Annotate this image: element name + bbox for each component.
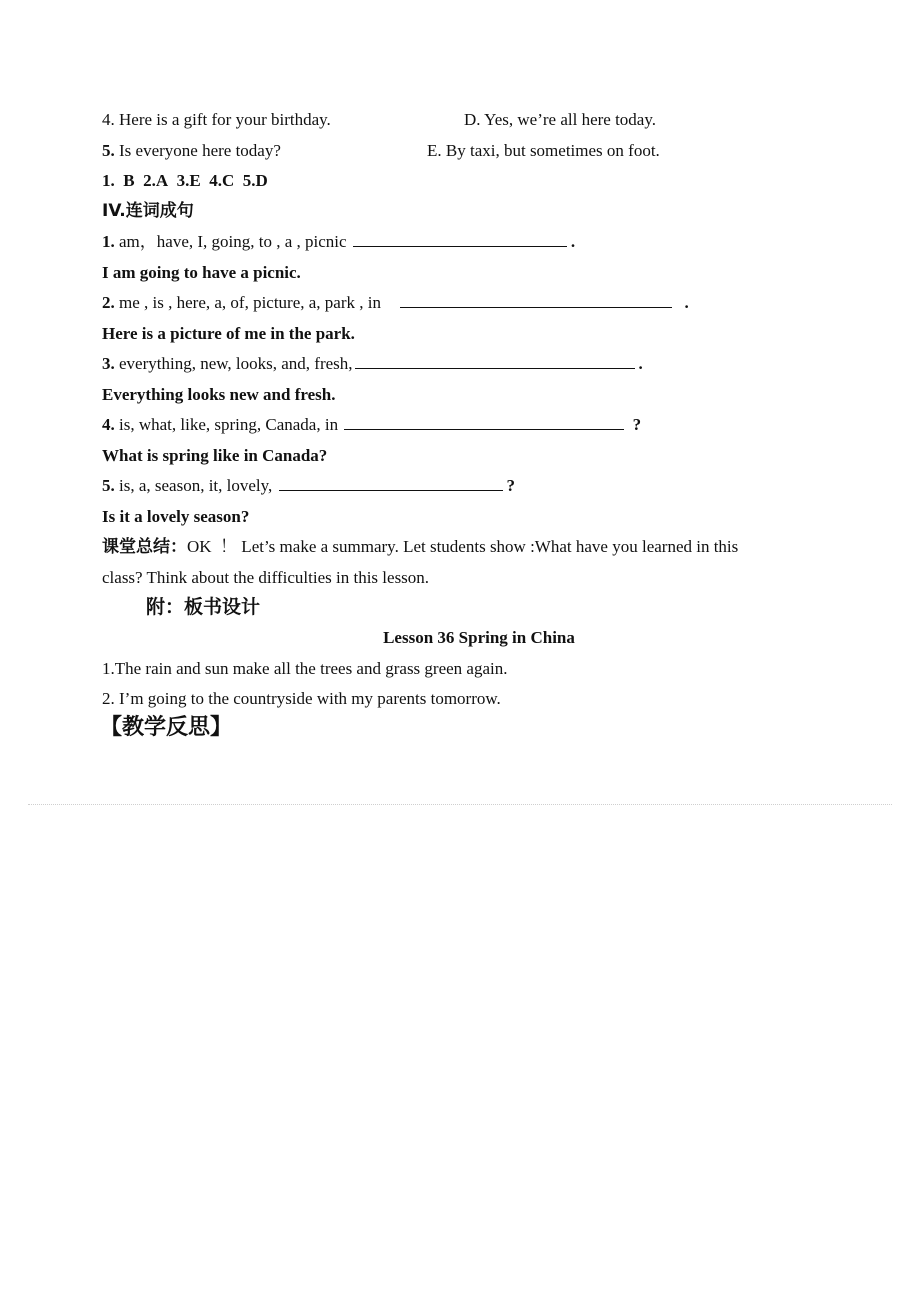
answer-blank-line bbox=[355, 353, 635, 369]
class-summary-line-1 bbox=[102, 536, 738, 558]
exercise-answer-5: Is it a lovely season? bbox=[102, 507, 250, 526]
board-design-line-1: 1.The rain and sun make all the trees and grass green again. bbox=[102, 659, 508, 678]
exercise-item-words: is, what, like, spring, Canada, in bbox=[114, 415, 343, 434]
matching-row-5 bbox=[102, 140, 281, 162]
matching-answer-key: 1. B 2.A 3.E 4.C 5.D bbox=[102, 171, 268, 190]
exercise-item-words: is, a, season, it, lovely, bbox=[114, 476, 277, 495]
exercise-answer-1: I am going to have a picnic. bbox=[102, 263, 301, 282]
exercise-item-end-mark: ? bbox=[632, 415, 642, 434]
class-summary-text: OK ！ Let’s make a summary. Let students show :What have you learned in this bbox=[187, 537, 739, 556]
exercise-item-number: 2. bbox=[102, 293, 115, 312]
exercise-item-2 bbox=[102, 292, 689, 314]
exercise-item-1 bbox=[102, 231, 575, 253]
page-divider bbox=[28, 804, 892, 805]
teaching-reflection-heading: 【教学反思】 bbox=[100, 715, 233, 740]
matching-row-5-number: 5. bbox=[102, 141, 115, 160]
matching-row-5-question: Is everyone here today? bbox=[114, 141, 281, 160]
exercise-item-number: 4. bbox=[102, 415, 115, 434]
exercise-item-end-mark: ? bbox=[506, 476, 516, 495]
exercise-answer-4: What is spring like in Canada? bbox=[102, 446, 328, 465]
answer-blank-line bbox=[400, 292, 672, 308]
answer-blank-line bbox=[279, 475, 503, 491]
exercise-answer-2: Here is a picture of me in the park. bbox=[102, 324, 355, 343]
exercise-item-4 bbox=[102, 414, 641, 436]
matching-row-5-answer-option: E. By taxi, but sometimes on foot. bbox=[427, 141, 660, 160]
exercise-item-words: me , is , here, a, of, picture, a, park , in bbox=[114, 293, 398, 312]
class-summary-line-2: class? Think about the difficulties in this lesson. bbox=[102, 568, 430, 587]
exercise-item-end-mark: . bbox=[638, 354, 643, 373]
exercise-item-words: everything, new, looks, and, fresh, bbox=[114, 354, 353, 373]
exercise-item-end-mark: . bbox=[684, 293, 689, 312]
exercise-item-number: 3. bbox=[102, 354, 115, 373]
matching-row-4-answer-option: D. Yes, we’re all here today. bbox=[464, 110, 656, 129]
board-design-title: Lesson 36 Spring in China bbox=[383, 628, 575, 647]
answer-blank-line bbox=[353, 231, 567, 247]
exercise-item-words: am，have, I, going, to , a , picnic bbox=[114, 232, 351, 251]
answer-blank-line bbox=[344, 414, 624, 430]
exercise-item-5 bbox=[102, 475, 515, 497]
exercise-item-3 bbox=[102, 353, 643, 375]
board-design-line-2: 2. I’m going to the countryside with my parents tomorrow. bbox=[102, 689, 501, 708]
exercise-item-end-mark: . bbox=[570, 232, 576, 251]
board-design-label: 附：板书设计 bbox=[146, 596, 261, 618]
exercise-answer-3: Everything looks new and fresh. bbox=[102, 385, 336, 404]
exercise-item-number: 1. bbox=[102, 232, 115, 251]
matching-row-4 bbox=[102, 109, 331, 131]
class-summary-label: 课堂总结： bbox=[102, 537, 187, 557]
exercise-item-number: 5. bbox=[102, 476, 115, 495]
matching-row-4-question: 4. Here is a gift for your birthday. bbox=[102, 110, 331, 129]
section-4-title: IV.连词成句 bbox=[102, 201, 194, 221]
